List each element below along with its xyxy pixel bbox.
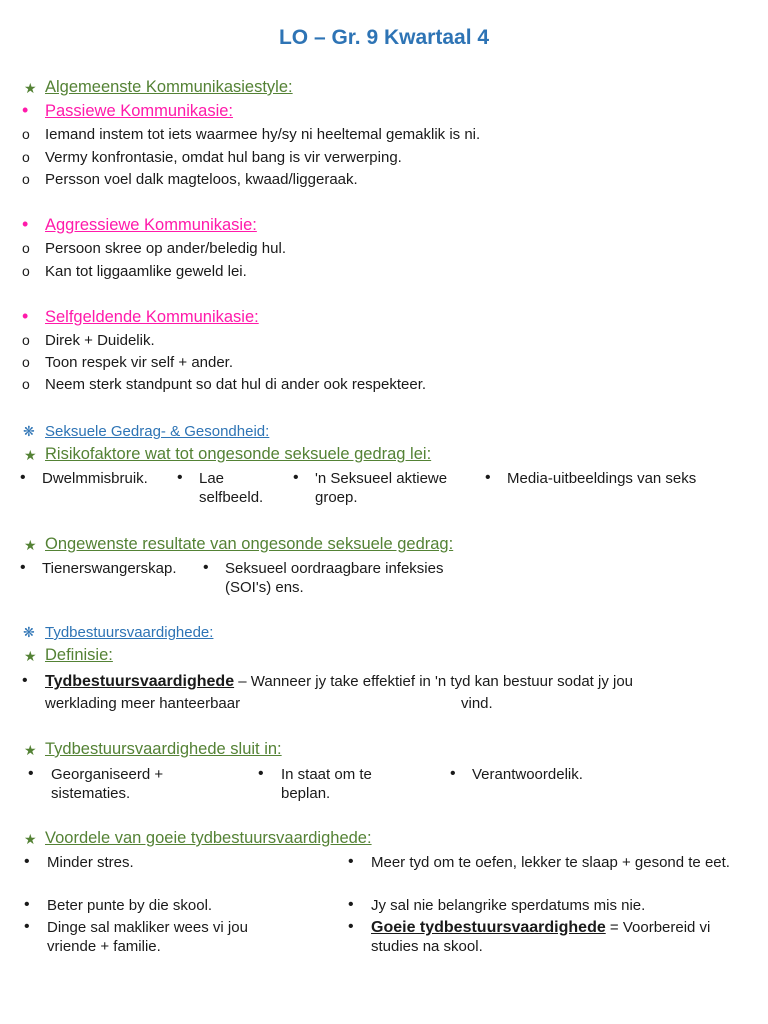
- definition-line: [45, 672, 633, 691]
- assertive-item: Direk + Duidelik.: [45, 332, 155, 349]
- star-icon: ★: [24, 80, 37, 96]
- snowflake-icon: ❋: [23, 624, 35, 640]
- risk-heading: Risikofaktore wat tot ongesonde seksuele gedrag lei:: [45, 445, 432, 463]
- bullet-icon: •: [485, 469, 491, 486]
- benefit-term: Goeie tydbestuursvaardighede: [371, 919, 606, 936]
- snowflake-icon: ❋: [23, 423, 35, 439]
- circle-bullet-icon: o: [22, 171, 30, 187]
- pink-bullet-icon: •: [22, 306, 29, 326]
- benefit-item: Dinge sal makliker wees vi jou vriende + familie.: [47, 919, 248, 955]
- circle-bullet-icon: o: [22, 240, 30, 256]
- risk-item: Lae selfbeeld.: [199, 470, 264, 506]
- includes-item: In staat om te beplan.: [281, 766, 372, 802]
- star-icon: ★: [24, 447, 37, 463]
- definition-heading: Definisie:: [45, 646, 113, 664]
- includes-item: Verantwoordelik.: [472, 766, 583, 783]
- bullet-icon: •: [20, 559, 26, 576]
- risk-item: Media-uitbeeldings van seks: [507, 470, 697, 487]
- bullet-icon: •: [450, 765, 456, 782]
- bullet-icon: •: [293, 469, 299, 486]
- benefits-heading: Voordele van goeie tydbestuursvaardighede:: [45, 829, 372, 847]
- aggressive-item: Persoon skree op ander/beledig hul.: [45, 240, 286, 257]
- circle-bullet-icon: o: [22, 354, 30, 370]
- bullet-icon: •: [348, 896, 354, 913]
- includes-heading: Tydbestuursvaardighede sluit in:: [45, 740, 282, 758]
- sexual-section-heading: Seksuele Gedrag- & Gesondheid:: [45, 423, 270, 440]
- benefit-item: Beter punte by die skool.: [47, 897, 213, 914]
- bullet-icon: •: [22, 672, 28, 689]
- circle-bullet-icon: o: [22, 332, 30, 348]
- assertive-item: Neem sterk standpunt so dat hul di ander ook respekteer.: [45, 376, 427, 393]
- circle-bullet-icon: o: [22, 149, 30, 165]
- circle-bullet-icon: o: [22, 263, 30, 279]
- results-heading: Ongewenste resultate van ongesonde seksuele gedrag:: [45, 535, 454, 553]
- assertive-heading: Selfgeldende Kommunikasie:: [45, 308, 259, 326]
- result-item: Seksueel oordraagbare infeksies (SOI's) ens.: [225, 560, 444, 596]
- star-icon: ★: [24, 648, 37, 664]
- aggressive-heading: Aggressiewe Kommunikasie:: [45, 216, 257, 234]
- pink-bullet-icon: •: [22, 214, 29, 234]
- definition-term: Tydbestuursvaardighede: [45, 673, 235, 690]
- definition-line2: werklading meer hanteerbaar: [45, 695, 241, 712]
- comm-heading: Algemeenste Kommunikasiestyle:: [45, 78, 293, 96]
- benefit-item: Meer tyd om te oefen, lekker te slaap + gesond te eet.: [371, 854, 730, 871]
- benefit-item: [371, 918, 741, 956]
- benefit-item: Jy sal nie belangrike sperdatums mis nie.: [371, 897, 646, 914]
- result-item: Tienerswangerskap.: [42, 560, 177, 577]
- bullet-icon: •: [177, 469, 183, 486]
- bullet-icon: •: [24, 896, 30, 913]
- includes-item: Georganiseerd + sistematies.: [51, 766, 164, 802]
- passive-item: Persson voel dalk magteloos, kwaad/liggeraak.: [45, 171, 358, 188]
- definition-line2-end: vind.: [461, 695, 493, 712]
- bullet-icon: •: [348, 853, 354, 870]
- circle-bullet-icon: o: [22, 126, 30, 142]
- pink-bullet-icon: •: [22, 100, 29, 120]
- passive-item: Iemand instem tot iets waarmee hy/sy ni heeltemal gemaklik is ni.: [45, 126, 481, 143]
- passive-item: Vermy konfrontasie, omdat hul bang is vir verwerping.: [45, 149, 402, 166]
- bullet-icon: •: [203, 559, 209, 576]
- time-section-heading: Tydbestuursvaardighede:: [45, 624, 214, 641]
- bullet-icon: •: [28, 765, 34, 782]
- definition-text: – Wanneer jy take effektief in 'n tyd kan bestuur sodat jy jou: [238, 673, 634, 690]
- bullet-icon: •: [20, 469, 26, 486]
- star-icon: ★: [24, 537, 37, 553]
- star-icon: ★: [24, 742, 37, 758]
- passive-heading: Passiewe Kommunikasie:: [45, 102, 233, 120]
- risk-item: 'n Seksueel aktiewe groep.: [315, 470, 448, 506]
- bullet-icon: •: [258, 765, 264, 782]
- risk-item: Dwelmmisbruik.: [42, 470, 148, 487]
- bullet-icon: •: [24, 853, 30, 870]
- bullet-icon: •: [348, 918, 354, 935]
- bullet-icon: •: [24, 918, 30, 935]
- page-title: LO – Gr. 9 Kwartaal 4: [278, 26, 490, 49]
- aggressive-item: Kan tot liggaamlike geweld lei.: [45, 263, 247, 280]
- benefit-item: Minder stres.: [47, 854, 134, 871]
- star-icon: ★: [24, 831, 37, 847]
- circle-bullet-icon: o: [22, 376, 30, 392]
- assertive-item: Toon respek vir self + ander.: [45, 354, 234, 371]
- benefit-text: = Voorbereid vi studies na skool.: [371, 919, 711, 955]
